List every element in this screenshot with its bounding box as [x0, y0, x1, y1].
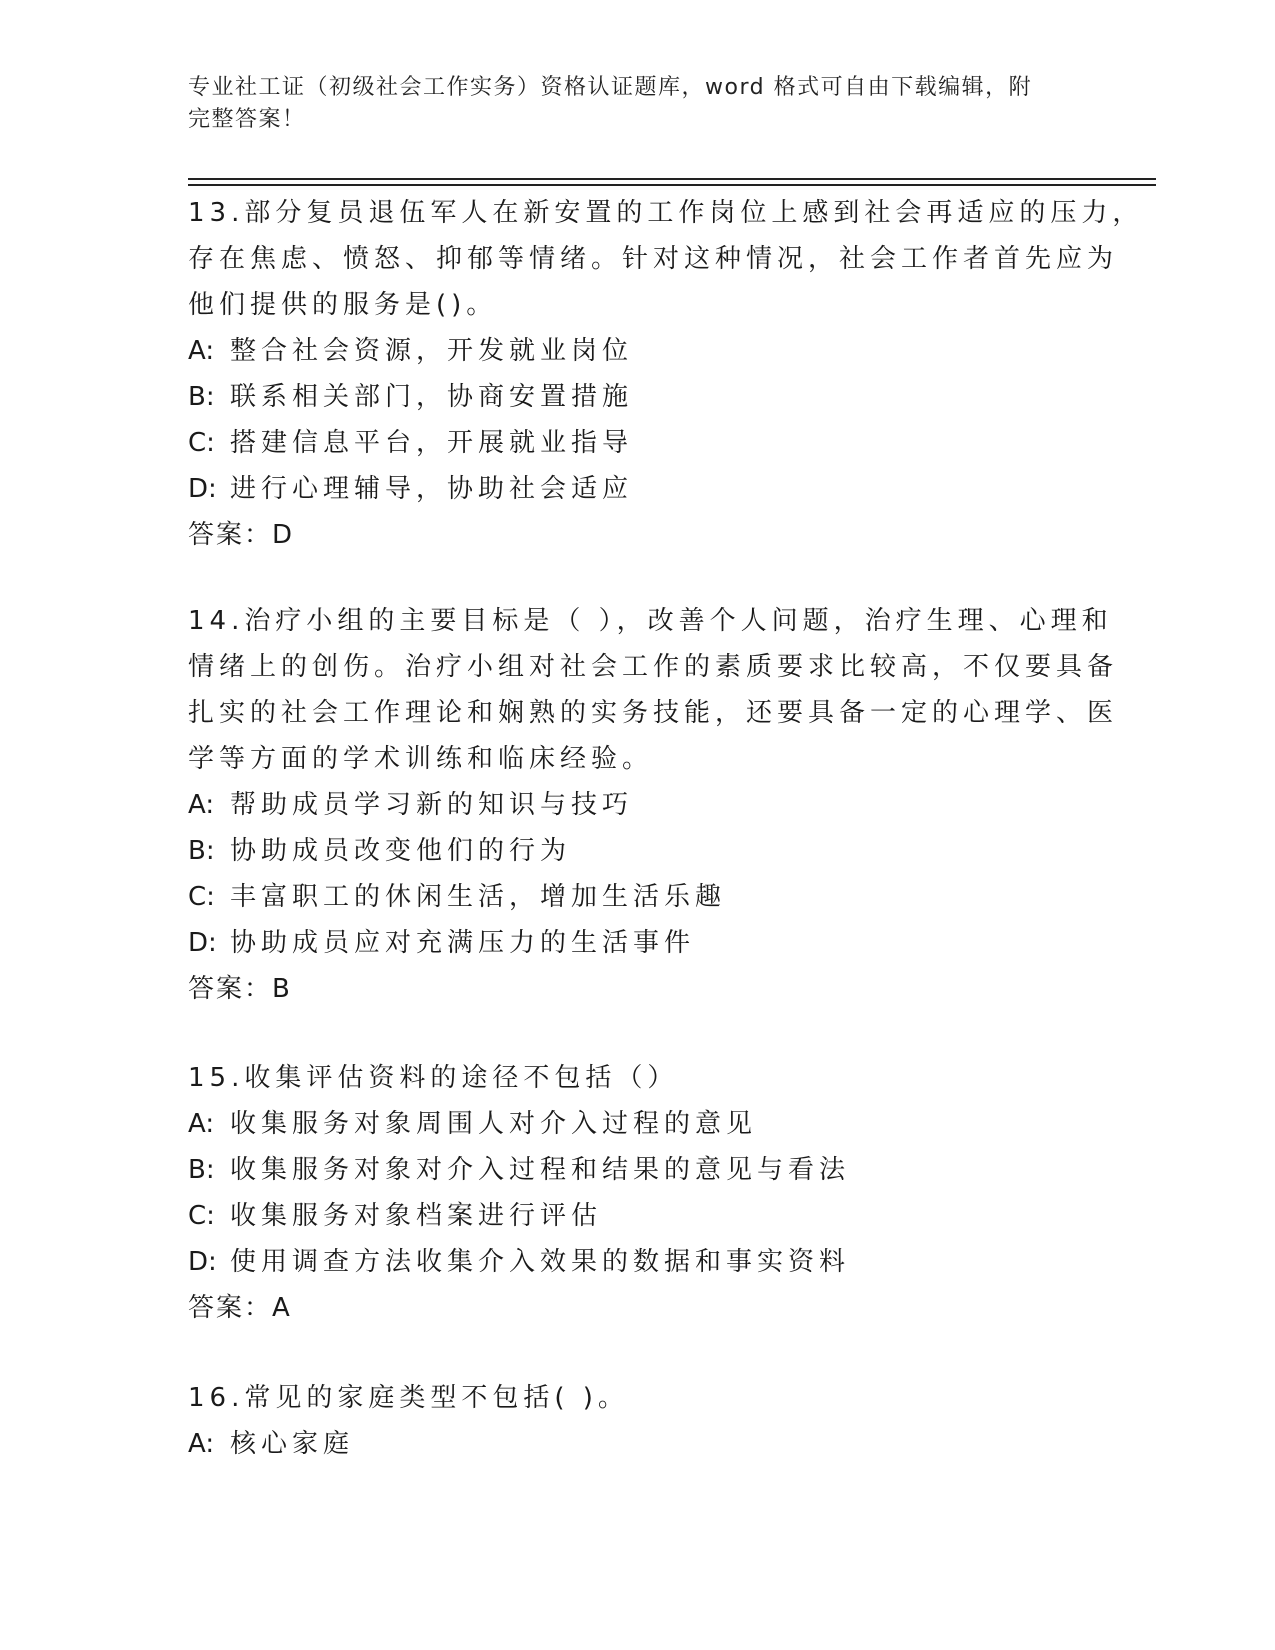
option-a: [188, 1101, 1068, 1147]
option-letter: B:: [188, 382, 215, 412]
header-line-2: 完整答案！: [188, 107, 306, 132]
option-b: [188, 374, 1068, 420]
option-letter: B:: [188, 836, 215, 866]
option-letter: A:: [188, 336, 215, 366]
question-stem-line: 13.部分复员退伍军人在新安置的工作岗位上感到社会再适应的压力，: [188, 198, 1144, 228]
option-d: [188, 466, 1068, 512]
question-stem-line: 14.治疗小组的主要目标是（ ），改善个人问题，治疗生理、心理和: [188, 606, 1113, 636]
option-text: 收集服务对象对介入过程和结果的意见与看法: [230, 1155, 851, 1185]
question-stem-line: 存在焦虑、愤怒、抑郁等情绪。针对这种情况，社会工作者首先应为: [188, 244, 1119, 274]
option-text: 协助成员应对充满压力的生活事件: [230, 928, 696, 958]
question-15: [188, 1055, 1068, 1331]
option-a: [188, 782, 1068, 828]
question-16: [188, 1375, 1068, 1467]
option-text: 收集服务对象档案进行评估: [230, 1201, 603, 1231]
option-d: [188, 920, 1068, 966]
option-letter: A:: [188, 790, 215, 820]
option-text: 帮助成员学习新的知识与技巧: [230, 790, 634, 820]
option-c: [188, 1193, 1068, 1239]
option-text: 收集服务对象周围人对介入过程的意见: [230, 1109, 758, 1139]
option-letter: D:: [188, 474, 217, 504]
option-letter: A:: [188, 1429, 215, 1459]
option-c: [188, 420, 1068, 466]
option-letter: D:: [188, 1247, 217, 1277]
header-line-1: 专业社工证（初级社会工作实务）资格认证题库，word 格式可自由下载编辑，附: [188, 75, 1033, 100]
question-14: [188, 598, 1119, 1012]
option-a: [188, 1421, 1068, 1467]
option-a: [188, 328, 1068, 374]
document-header: [188, 72, 1068, 136]
option-letter: D:: [188, 928, 217, 958]
option-letter: C:: [188, 1201, 215, 1231]
option-letter: C:: [188, 428, 215, 458]
option-text: 协助成员改变他们的行为: [230, 836, 572, 866]
option-letter: A:: [188, 1109, 215, 1139]
option-letter: C:: [188, 882, 215, 912]
question-stem-line: 15.收集评估资料的途径不包括（）: [188, 1063, 679, 1093]
question-stem-line: 情绪上的创伤。治疗小组对社会工作的素质要求比较高，不仅要具备: [188, 652, 1119, 682]
option-b: [188, 1147, 1068, 1193]
question-stem-line: 扎实的社会工作理论和娴熟的实务技能，还要具备一定的心理学、医: [188, 698, 1119, 728]
answer-line: 答案：B: [188, 974, 292, 1004]
question-stem-line: 学等方面的学术训练和临床经验。: [188, 744, 654, 774]
option-letter: B:: [188, 1155, 215, 1185]
option-b: [188, 828, 1068, 874]
option-text: 核心家庭: [230, 1429, 355, 1459]
option-text: 搭建信息平台，开展就业指导: [230, 428, 634, 458]
question-stem-line: 他们提供的服务是()。: [188, 290, 498, 320]
question-stem-line: 16.常见的家庭类型不包括( )。: [188, 1383, 629, 1413]
answer-line: 答案：A: [188, 1293, 292, 1323]
option-text: 丰富职工的休闲生活，增加生活乐趣: [230, 882, 727, 912]
option-text: 进行心理辅导，协助社会适应: [230, 474, 634, 504]
option-text: 使用调查方法收集介入效果的数据和事实资料: [230, 1247, 851, 1277]
option-d: [188, 1239, 1068, 1285]
option-text: 整合社会资源，开发就业岗位: [230, 336, 634, 366]
header-divider-bottom: [188, 184, 1156, 186]
answer-line: 答案：D: [188, 520, 295, 550]
header-divider-top: [188, 178, 1156, 180]
option-text: 联系相关部门，协商安置措施: [230, 382, 634, 412]
option-c: [188, 874, 1068, 920]
question-13: [188, 190, 1144, 558]
